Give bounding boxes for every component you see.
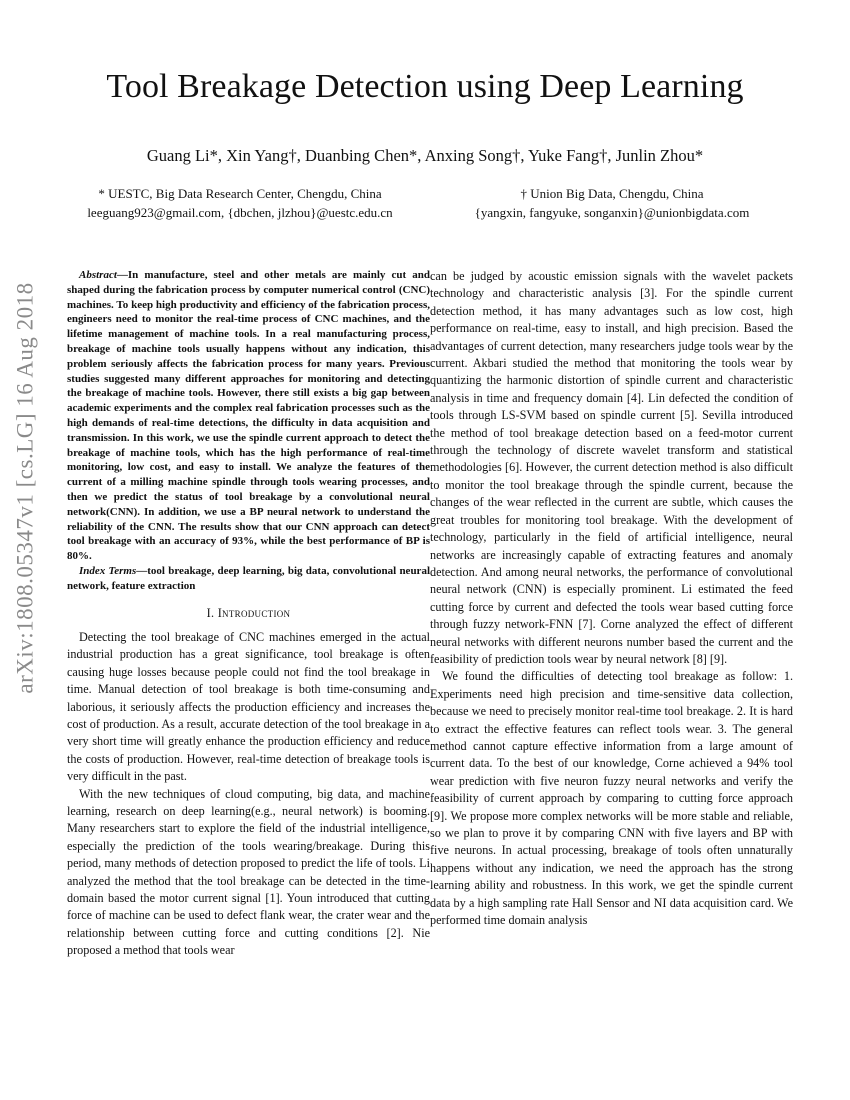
abstract bbox=[67, 268, 430, 564]
index-terms-body: —tool breakage, deep learning, big data, convolutional neural network, feature extraction bbox=[67, 564, 430, 592]
right-paragraph-1: can be judged by acoustic emission signals with the wavelet packets technology and characteristic analysis [3]. For the spindle current detection method, it has many advantages such as low cost, high performance on real-time, easy to install, and high precision. Based the advantages of current detection, many researchers judge tools wear by the current. Akbari studied the method that monitoring the tools wear by quantizing the harmonic distortion of spindle current and characteristic analysis in time and frequency domain [4]. Lin defected the condition of tools through LS-SVM based on spindle current [5]. Sevilla introduced the method of tool breakage detection based on a feed-motor current through the technology of discrete wavelet transform and statistical methodologies [6]. However, the current detection method is also difficult to monitor the tool breakage through the spindle current, because the changes of the wear reflected in the current are subtle, which causes the great troubles for monitoring tool breakage. With the development of technology, particularly in the field of artificial intelligence, neural networks are increasingly capable of extracting features and anomaly detection. And among neural networks, the performance of convolutional neural network (CNN) is especially prominent. Li estimated the feed cutting force by current and defected the tools wear based cutting force through fuzzy network-FNN [7]. Corne analyzed the effect of different neural networks with different neurons number based the current and the feasibility of prediction tools wear by neural network [8] [9]. bbox=[430, 269, 793, 666]
intro-paragraph-2: With the new techniques of cloud computing, big data, and machine learning, research on deep learning(e.g., neural network) is booming. Many researchers start to explore the field of the industrial intelligence, especially the prediction of the tools wearing/breakage. During this period, many methods of detection proposed to predict the life of tools. Li analyzed the method that the tool breakage can be detected in the time-domain based the motor current signal [1]. Youn introduced that cutting force of machine can be used to defect flank wear, the crater wear and the relationship between cutting force and cutting conditions [2]. Nie proposed a method that tools wear bbox=[67, 786, 430, 958]
left-column bbox=[67, 268, 430, 960]
section-heading-introduction bbox=[67, 605, 430, 622]
paper-title: Tool Breakage Detection using Deep Learning bbox=[106, 68, 744, 105]
affiliation-left-institution: * UESTC, Big Data Research Center, Chengdu, China bbox=[98, 186, 382, 201]
right-column bbox=[430, 268, 793, 929]
abstract-label: Abstract bbox=[79, 269, 117, 281]
arxiv-sidebar bbox=[6, 281, 46, 694]
section-title: Introduction bbox=[217, 605, 291, 620]
right-paragraph-2: We found the difficulties of detecting tool breakage as follow: 1. Experiments need high precision and time-sensitive data collection, because we need to precisely monitor real-time tool breakage. 2. It is hard to extract the effective features can reflect tools wear. 3. The general method cannot capture effective information from a large amount of current data. To the best of our knowledge, Corne achieved a 94% tool wear prediction with five neuron fuzzy neural networks and verify the feasibility of current approach by comparing to cutting force approach [9]. We propose more complex networks will be more stable and reliable, so we plan to prove it by comparing CNN with five layers and BP with five neurons. In actual processing, breakage of tools often unnaturally happens without any indication, we need the approach has the strong learning ability and robustness. In this work, we get the spindle current data by a high sampling rate Hall Sensor and NI data acquisition card. We performed time domain analysis bbox=[430, 669, 793, 928]
affiliation-right-institution: † Union Big Data, Chengdu, China bbox=[520, 186, 704, 201]
affiliation-left-emails: leeguang923@gmail.com, {dbchen, jlzhou}@uestc.edu.cn bbox=[87, 205, 393, 220]
affiliation-left bbox=[60, 184, 420, 222]
intro-paragraph-1: Detecting the tool breakage of CNC machines emerged in the actual industrial production has a great significance, tool breakage is often causing huge losses because people could not find the tool breakage in time. Manual detection of tool breakage is both time-consuming and laborious, it seriously affects the production efficiency and increases the cost of production. As a result, accurate detection of the tool breakage in a very short time will greatly enhance the production efficiency and reduce the costs of production. However, real-time detection of breakage tools is very difficult in the past. bbox=[67, 629, 430, 784]
index-terms-label: Index Terms bbox=[79, 564, 137, 577]
arxiv-identifier: arXiv:1808.05347v1 [cs.LG] 16 Aug 2018 bbox=[13, 281, 38, 694]
author-list: Guang Li*, Xin Yang†, Duanbing Chen*, Anxing Song†, Yuke Fang†, Junlin Zhou* bbox=[146, 146, 704, 165]
index-terms bbox=[67, 564, 430, 594]
abstract-body: —In manufacture, steel and other metals are mainly cut and shaped during the fabrication process by computer numerical control (CNC) machines. To keep high productivity and efficiency of the fabrication process, engineers need to monitor the real-time process of CNC machines, and the lifetime management of machine tools. In a real manufacturing process, breakage of machine tools usually happens without any indication, this problem seriously affects the fabrication process for many years. Previous studies suggested many different approaches for monitoring and detecting the breakage of machine tools. However, there still exists a big gap between academic experiments and the complex real fabrication processes such as the high demands of real-time detections, the difficulty in data acquisition and transmission. In this work, we use the spindle current approach to detect the breakage of machine tools, which has the high performance of real-time monitoring, low cost, and easy to install. We analyze the features of the current of a milling machine spindle through tools wearing processes, and then we predict the status of tool breakage by a convolutional neural network(CNN). In addition, we use a BP neural network to understand the reliability of the CNN. The results show that our CNN approach can detect tool breakage with an accuracy of 93%, while the best performance of BP is 80%. bbox=[67, 269, 430, 563]
section-number: I. bbox=[206, 605, 218, 620]
affiliation-right-emails: {yangxin, fangyuke, songanxin}@unionbigdata.com bbox=[474, 205, 750, 220]
affiliation-right bbox=[432, 184, 792, 222]
